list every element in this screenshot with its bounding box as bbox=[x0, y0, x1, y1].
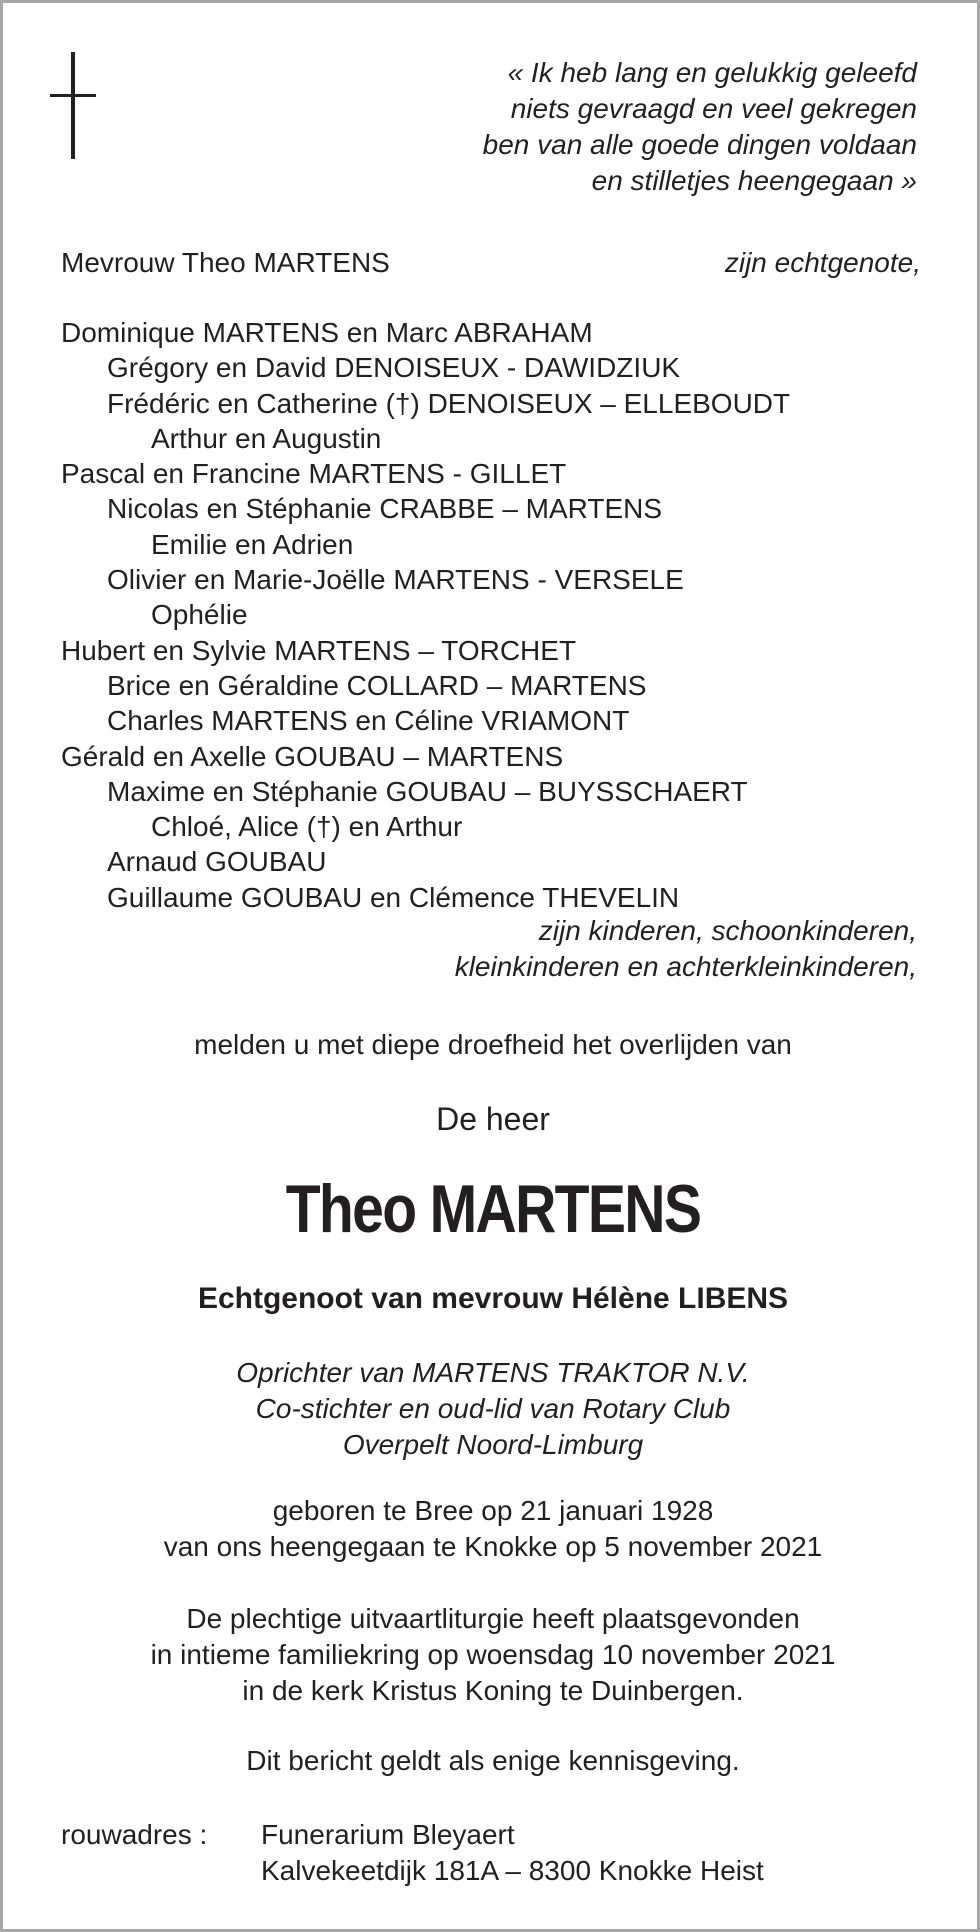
funeral-line: in de kerk Kristus Koning te Duinbergen. bbox=[242, 1675, 744, 1706]
spouse-of: Echtgenoot van mevrouw Hélène LIBENS bbox=[197, 1282, 789, 1315]
family-member: Maxime en Stéphanie GOUBAU – BUYSSCHAERT bbox=[107, 775, 748, 807]
death-line: van ons heengegaan te Knokke op 5 november 2021 bbox=[163, 1531, 823, 1562]
family-member: Guillaume GOUBAU en Clémence THEVELIN bbox=[107, 881, 680, 913]
family-member: Nicolas en Stéphanie CRABBE – MARTENS bbox=[107, 493, 663, 525]
positions bbox=[3, 1355, 980, 1463]
spouse-role: zijn echtgenote, bbox=[724, 247, 921, 278]
address-line: Kalvekeetdijk 181A – 8300 Knokke Heist bbox=[261, 1855, 764, 1886]
quote-line: niets gevraagd en veel gekregen bbox=[510, 93, 917, 124]
funeral-line: De plechtige uitvaartliturgie heeft plaatsgevonden bbox=[186, 1603, 800, 1634]
spouse-name: Mevrouw Theo MARTENS bbox=[61, 247, 390, 278]
family-member: Charles MARTENS en Céline VRIAMONT bbox=[107, 705, 630, 737]
family-member: Hubert en Sylvie MARTENS – TORCHET bbox=[61, 634, 577, 666]
relations-line: kleinkinderen en achterkleinkinderen, bbox=[454, 951, 917, 982]
quote-line: « Ik heb lang en gelukkig geleefd bbox=[507, 57, 917, 88]
family-relations bbox=[217, 913, 917, 985]
position-line: Overpelt Noord-Limburg bbox=[342, 1429, 644, 1460]
announcement: melden u met diepe droefheid het overlijden van bbox=[194, 1029, 792, 1060]
position-line: Co-stichter en oud-lid van Rotary Club bbox=[255, 1393, 731, 1424]
family-member: Chloé, Alice (†) en Arthur bbox=[151, 811, 463, 843]
birth-line: geboren te Bree op 21 januari 1928 bbox=[272, 1495, 714, 1526]
family-member: Arthur en Augustin bbox=[151, 422, 382, 454]
quote-line: en stilletjes heengegaan » bbox=[591, 165, 917, 196]
family-member: Olivier en Marie-Joëlle MARTENS - VERSELE bbox=[107, 564, 684, 596]
family-member: Emilie en Adrien bbox=[151, 528, 354, 560]
deceased-name: Theo MARTENS bbox=[285, 1171, 701, 1247]
family-member: Dominique MARTENS en Marc ABRAHAM bbox=[61, 317, 593, 348]
address-line: Funerarium Bleyaert bbox=[261, 1819, 515, 1850]
address-label: rouwadres : bbox=[61, 1819, 208, 1850]
notice: Dit bericht geldt als enige kennisgeving. bbox=[246, 1745, 740, 1776]
family-member: Frédéric en Catherine (†) DENOISEUX – ELLEBOUDT bbox=[107, 387, 791, 419]
family-member: Gérald en Axelle GOUBAU – MARTENS bbox=[61, 740, 564, 772]
family-member: Arnaud GOUBAU bbox=[107, 846, 327, 878]
spouse-line bbox=[61, 245, 921, 281]
cross-icon bbox=[50, 52, 96, 159]
relations-line: zijn kinderen, schoonkinderen, bbox=[538, 915, 917, 946]
family-member: Grégory en David DENOISEUX - DAWIDZIUK bbox=[107, 352, 681, 384]
life-dates bbox=[3, 1493, 980, 1565]
quote-line: ben van alle goede dingen voldaan bbox=[482, 129, 917, 160]
family-member: Pascal en Francine MARTENS - GILLET bbox=[61, 458, 567, 490]
opening-quote bbox=[357, 55, 917, 199]
family-member: Ophélie bbox=[151, 599, 248, 631]
family-list bbox=[61, 315, 921, 915]
honorific: De heer bbox=[436, 1101, 550, 1137]
funeral-line: in intieme familiekring op woensdag 10 november 2021 bbox=[150, 1639, 836, 1670]
funeral-info bbox=[3, 1601, 980, 1709]
family-member: Brice en Géraldine COLLARD – MARTENS bbox=[107, 669, 647, 701]
position-line: Oprichter van MARTENS TRAKTOR N.V. bbox=[236, 1357, 750, 1388]
